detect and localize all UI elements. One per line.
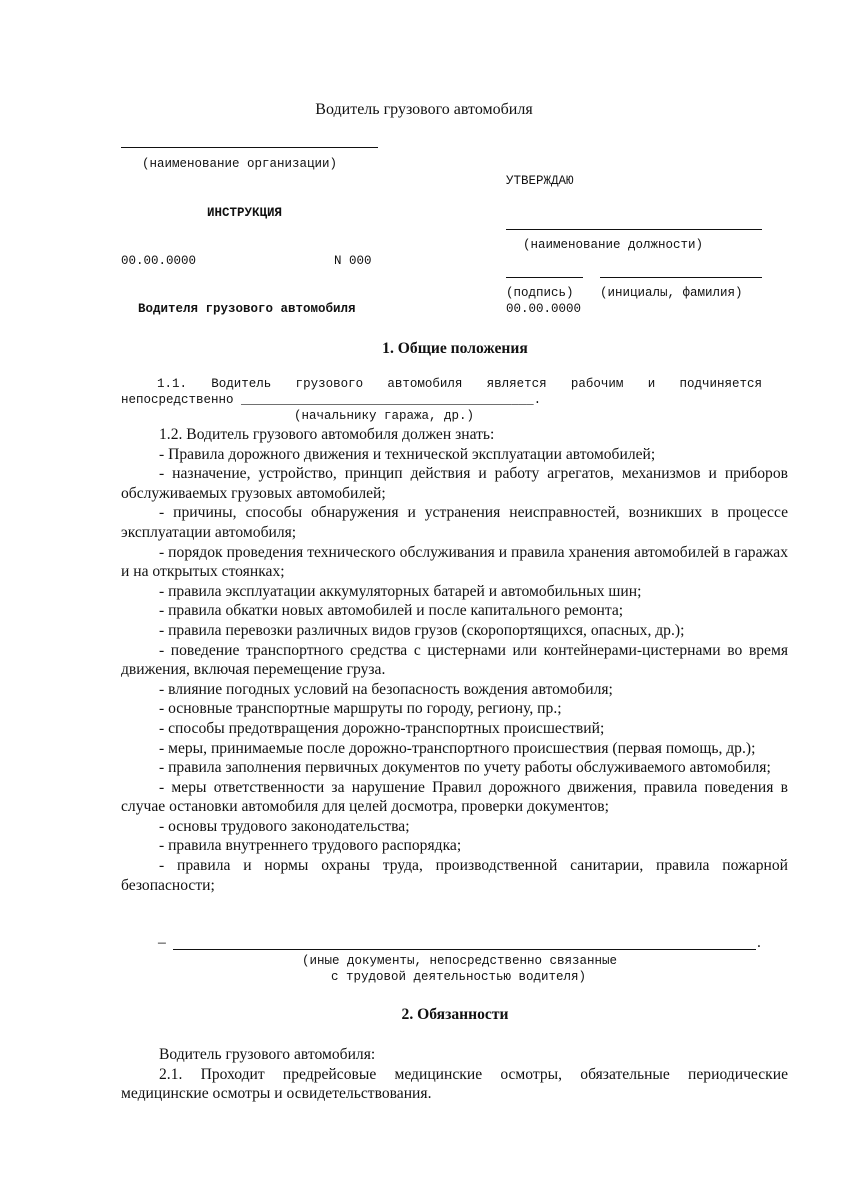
knowledge-list <box>121 425 788 895</box>
document-type: ИНСТРУКЦИЯ <box>207 206 283 220</box>
position-caption: (наименование должности) <box>523 238 704 252</box>
approve-date: 00.00.0000 <box>506 302 582 316</box>
other-documents-caption-1: (иные документы, непосредственно связанные <box>302 954 618 968</box>
other-documents-dash: – <box>158 934 166 951</box>
list-item: - правила заполнения первичных документов по учету работы обслуживаемого автомобиля; <box>159 759 771 777</box>
other-documents-blank-line <box>173 949 756 950</box>
clause-2-1: 2.1. Проходит предрейсовые медицинские осмотры, обязательные периодические медицинские осмотры и освидетельствования. <box>121 1065 788 1103</box>
other-documents-end: . <box>757 934 761 951</box>
list-item: - влияние погодных условий на безопасность вождения автомобиля; <box>159 680 613 698</box>
list-item: - основы трудового законодательства; <box>159 817 410 835</box>
list-item: - Правила дорожного движения и технической эксплуатации автомобилей; <box>159 445 656 463</box>
approve-label: УТВЕРЖДАЮ <box>506 174 574 188</box>
supervisor-caption: (начальнику гаража, др.) <box>294 409 475 423</box>
list-item: - способы предотвращения дорожно-транспортных происшествий; <box>159 719 605 737</box>
organization-blank-line <box>121 147 378 148</box>
list-item: - порядок проведения технического обслуживания и правила хранения автомобилей в гаражах и на открытых стоянках; <box>121 543 788 581</box>
list-item: - основные транспортные маршруты по городу, региону, пр.; <box>159 700 562 718</box>
section-2-heading: 2. Обязанности <box>401 1006 509 1023</box>
list-item: - правила обкатки новых автомобилей и после капитального ремонта; <box>159 602 624 620</box>
list-item: - меры ответственности за нарушение Правил дорожного движения, правила поведения в случае остановки автомобиля для целей досмотра, проверки документов; <box>121 778 788 816</box>
list-item: - правила эксплуатации аккумуляторных батарей и автомобильных шин; <box>159 582 642 600</box>
signature-blank-line <box>506 277 583 278</box>
list-item: - правила и нормы охраны труда, производственной санитарии, правила пожарной безопасности; <box>121 857 788 894</box>
organization-caption: (наименование организации) <box>142 157 338 171</box>
clause-1-1-line-2: непосредственно _______________________________________. <box>121 393 542 407</box>
document-number: N 000 <box>334 254 372 268</box>
initials-blank-line <box>600 277 762 278</box>
duties-block <box>121 1045 788 1104</box>
clause-1-1-line-1: 1.1. Водитель грузового автомобиля является рабочим и подчиняется <box>157 377 762 391</box>
list-item: - причины, способы обнаружения и устранения неисправностей, возникших в процессе эксплуатации автомобиля; <box>121 504 788 541</box>
list-item: - правила перевозки различных видов грузов (скоропортящихся, опасных, др.); <box>159 621 685 639</box>
document-title: Водитель грузового автомобиля <box>315 101 533 118</box>
section-1-heading: 1. Общие положения <box>382 340 528 357</box>
other-documents-caption-2: с трудовой деятельностью водителя) <box>331 970 587 984</box>
initials-caption: (инициалы, фамилия) <box>600 286 743 300</box>
list-item: - меры, принимаемые после дорожно-транспортного происшествия (первая помощь, др.); <box>159 739 756 757</box>
document-subject: Водителя грузового автомобиля <box>138 302 356 316</box>
document-date: 00.00.0000 <box>121 254 197 268</box>
clause-1-2-intro: 1.2. Водитель грузового автомобиля должен знать: <box>159 426 495 443</box>
list-item: - правила внутреннего трудового распорядка; <box>159 837 462 855</box>
duties-intro: Водитель грузового автомобиля: <box>159 1046 376 1063</box>
list-item: - назначение, устройство, принцип действия и работу агрегатов, механизмов и приборов обслуживаемых грузовых автомобилей; <box>121 465 788 502</box>
list-item: - поведение транспортного средства с цистернами или контейнерами-цистернами во время движения, включая перемещение груза. <box>121 641 788 679</box>
signature-caption: (подпись) <box>506 286 574 300</box>
position-blank-line <box>506 229 762 230</box>
